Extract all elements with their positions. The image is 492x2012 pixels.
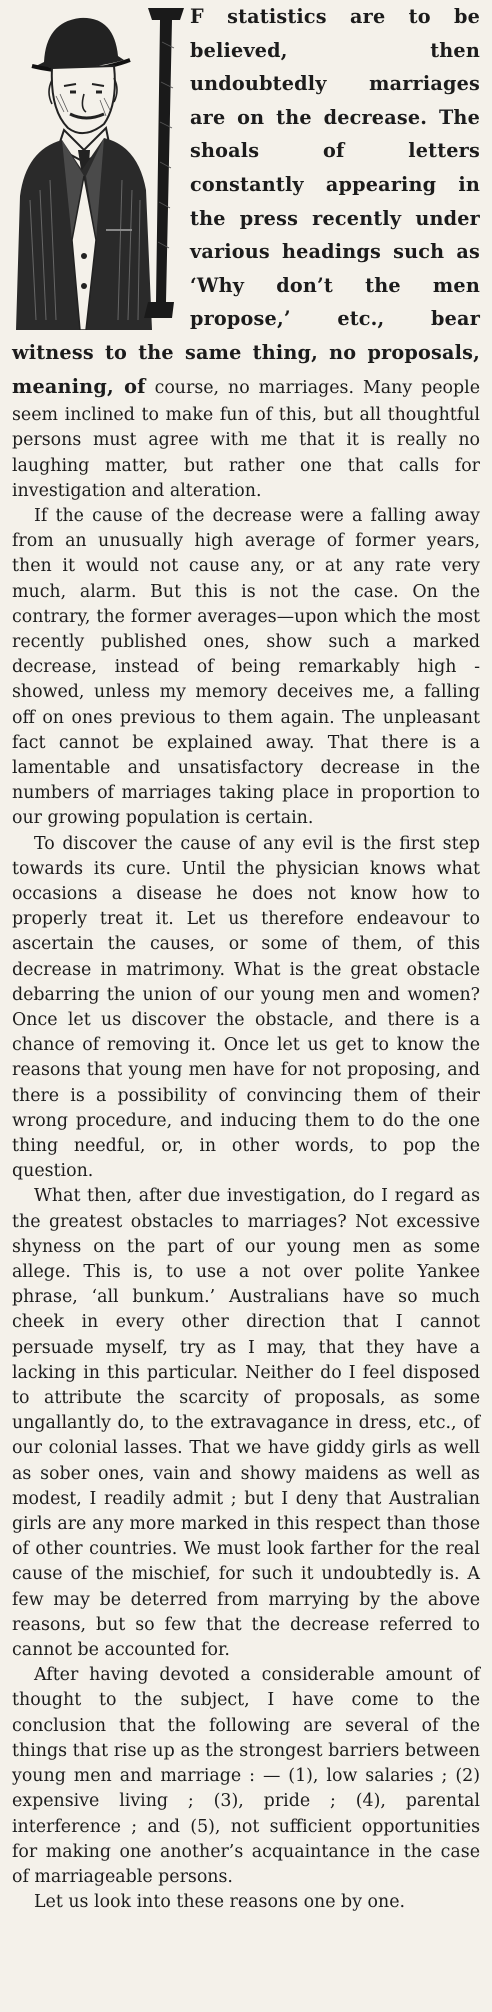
article-column bbox=[12, 0, 480, 1915]
lead-text: F statistics are to be believed, then undoubtedly marriages are on the decrease. The shoals of letters constantly appearing in the press recently under various headings such as ‘Why don’t the men propose,’ etc., bear witness to the same thing, no proposals, meaning, of bbox=[12, 5, 480, 398]
paragraph-greatest-obstacles: What then, after due investigation, do I regard as the greatest obstacles to marriages? Not excessive shyness on the part of our young men as some allege. This is, to use a not over polite Yankee phrase, ‘all bunkum.’ Australians have so much cheek in every other direction that I cannot persuade myself, try as I may, that they have a lacking in this particular. Neither do I feel disposed to attribute the scarcity of proposals, as some ungallantly do, to the extravagance in dress, etc., of our colonial lasses. That we have giddy girls as well as sober ones, vain and showy maidens as well as modest, I readily admit ; but I deny that Australian girls are any more marked in this respect than those of other countries. We must look farther for the real cause of the mischief, for such it undoubtedly is. A few may be deterred from marrying by the above reasons, but so few that the decrease referred to cannot be accounted for. bbox=[12, 1186, 480, 1661]
paragraph-decrease-cause: If the cause of the decrease were a falling away from an unusually high average of former years, then it would not cause any, or at any rate very much, alarm. But this is not the case. On the contrary, the former averages—upon which the most recently published ones, show such a marked decrease, instead of being remarkably high - showed, unless my memory deceives me, a falling off on ones previous to them again. The unpleasant fact cannot be explained away. That there is a lamentable and unsatisfactory decrease in the numbers of marriages taking place in proportion to our growing population is certain. bbox=[12, 505, 480, 829]
paragraph-barriers-list: After having devoted a considerable amount of thought to the subject, I have come to the conclusion that the following are several of the things that rise up as the strongest barriers between young men and marriage : — (1), low salaries ; (2) expensive living ; (3), pride ; (4), parental interference ; and (5), not sufficient opportunities for making one another’s acquaintance in the case of marriageable persons. bbox=[12, 1665, 480, 1887]
paragraph-discover-cause: To discover the cause of any evil is the first step towards its cure. Until the physician knows what occasions a disease he does not know how to properly treat it. Let us therefore endeavour to ascertain the causes, or some of them, of this decrease in matrimony. What is the great obstacle debarring the union of our young men and women? Once let us discover the obstacle, and there is a chance of removing it. Once let us get to know the reasons that young men have for not proposing, and there is a possibility of convincing them of their wrong procedure, and inducing them to do the one thing needful, or, in other words, to pop the question. bbox=[12, 833, 480, 1182]
drop-cap-letter-i bbox=[144, 2, 188, 324]
paragraph-closing-line: Let us look into these reasons one by one. bbox=[34, 1892, 406, 1913]
lead-continuation-text: course, no marriages. Many people seem inclined to make fun of this, but all thoughtful persons must agree with me that it is really no laughing matter, but rather one that calls for investigation and alteration. bbox=[12, 377, 480, 501]
illustration-man-in-bowler-hat bbox=[6, 0, 184, 330]
